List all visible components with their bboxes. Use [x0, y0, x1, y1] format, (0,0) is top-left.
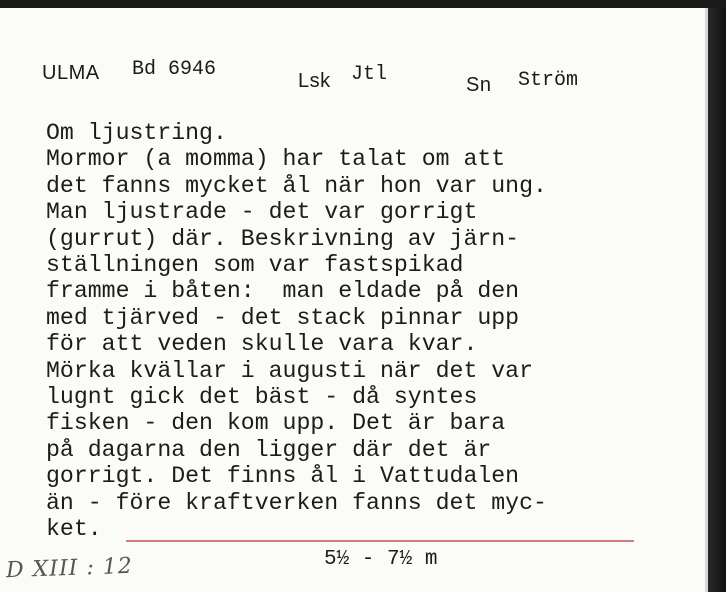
transcript-text	[46, 120, 686, 543]
red-pencil-underline	[126, 540, 634, 542]
text-line: fisken - den kom upp. Det är bara	[46, 410, 506, 437]
text-line: det fanns mycket ål när hon var ung.	[46, 172, 547, 199]
text-line: framme i båten: man eldade på den	[46, 278, 520, 305]
text-line: på dagarna den ligger där det är	[46, 436, 492, 463]
text-line: ket.	[46, 516, 102, 543]
text-line: Om ljustring.	[46, 120, 227, 146]
text-line: med tjärved - det stack pinnar upp	[46, 304, 520, 331]
text-line: ställningen som var fastspikad	[46, 252, 464, 279]
text-line: Mormor (a momma) har talat om att	[46, 146, 506, 173]
text-line: lugnt gick det bäst - då syntes	[46, 384, 478, 411]
text-line: Man ljustrade - det var gorrigt	[46, 199, 478, 226]
text-line: Mörka kvällar i augusti när det var	[46, 357, 534, 384]
card-edge-shadow	[708, 8, 726, 592]
record-number: Bd 6946	[132, 58, 217, 81]
handwritten-archive-mark: D XIII : 12	[5, 553, 134, 584]
parish-label: Sn	[466, 74, 492, 96]
province-label: Lsk	[298, 70, 331, 92]
archive-code: ULMA	[42, 62, 100, 84]
text-line: för att veden skulle vara kvar.	[46, 331, 478, 358]
measurement-text: 5½ - 7½ m	[324, 548, 438, 571]
province-value: Jtl	[351, 63, 388, 86]
parish-value: Ström	[518, 69, 579, 92]
text-line: gorrigt. Det finns ål i Vattudalen	[46, 463, 520, 490]
text-line: än - före kraftverken fanns det myc-	[46, 489, 547, 516]
text-line: (gurrut) där. Beskrivning av järn-	[46, 225, 520, 252]
